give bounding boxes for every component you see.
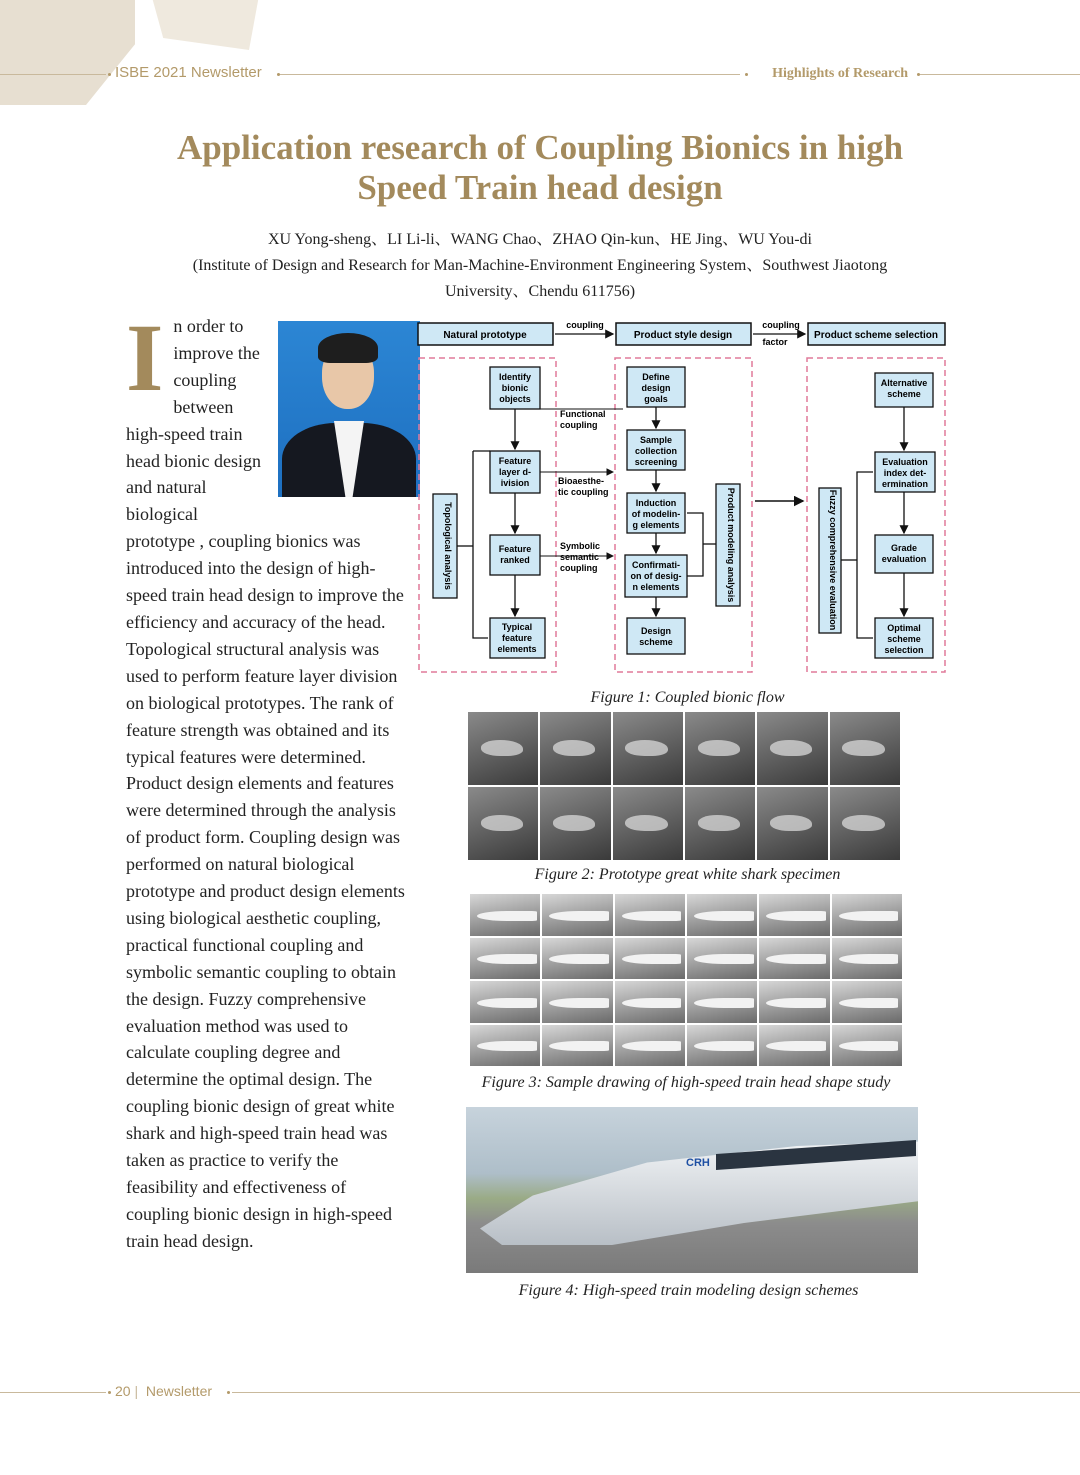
train-head-study-collage (470, 894, 902, 1066)
typical-feature-elements-node (490, 618, 545, 658)
train-sketch (759, 981, 829, 1023)
feature-layer-division-node (490, 451, 540, 493)
shark-photo (468, 712, 538, 785)
train-sketch (542, 894, 612, 936)
svg-text:Induction: Induction (635, 498, 677, 508)
footer-rule (232, 1392, 1080, 1393)
header-dot (277, 73, 280, 76)
shark-photo (830, 787, 900, 860)
svg-text:scheme: scheme (887, 634, 921, 644)
svg-text:design: design (641, 383, 671, 393)
train-sketch (759, 1025, 829, 1067)
symbolic-semantic-label-3: coupling (560, 563, 598, 573)
footer-dot (108, 1391, 111, 1394)
bioaesthetic-coupling-label-2: tic coupling (558, 487, 609, 497)
figure-3-caption: Figure 3: Sample drawing of high-speed train head shape study (481, 1074, 891, 1091)
svg-text:collection: collection (634, 446, 678, 456)
grade-evaluation-node (875, 535, 933, 573)
train-sketch (615, 981, 685, 1023)
drop-cap: I (126, 304, 164, 411)
svg-text:on of desig-: on of desig- (630, 571, 682, 581)
svg-text:Sample: Sample (639, 435, 673, 445)
header-rule-right (920, 74, 1080, 75)
shark-photo (757, 787, 827, 860)
sample-collection-screening-node (627, 430, 685, 470)
coupling-factor-label-2: factor (762, 337, 788, 347)
svg-text:Identify: Identify (498, 372, 532, 382)
train-sketch (470, 1025, 540, 1067)
svg-text:bionic: bionic (501, 383, 529, 393)
shark-photo (468, 787, 538, 860)
footer-label: Newsletter (145, 1383, 213, 1399)
header-dot (108, 73, 111, 76)
svg-text:Define: Define (642, 372, 670, 382)
svg-text:ivision: ivision (500, 478, 530, 488)
fuzzy-evaluation-label: Fuzzy comprehensive evaluation (828, 489, 838, 631)
svg-text:Confirmati-: Confirmati- (632, 560, 680, 570)
product-scheme-selection-label: Product scheme selection (814, 330, 938, 341)
coupling-label: coupling (566, 320, 604, 330)
symbolic-semantic-label-2: semantic (560, 552, 600, 562)
train-sketch (687, 981, 757, 1023)
train-sketch (759, 938, 829, 980)
train-sketch (832, 938, 902, 980)
footer: 20 | Newsletter (115, 1383, 213, 1399)
train-sketch (615, 938, 685, 980)
author-photo (278, 321, 420, 497)
svg-text:layer d-: layer d- (498, 467, 532, 477)
corner-decoration-small (150, 0, 260, 50)
author-block (170, 227, 910, 305)
page-number: 20 (115, 1383, 131, 1399)
train-sketch (542, 938, 612, 980)
connector (473, 451, 488, 638)
shark-photo (830, 712, 900, 785)
shark-photo (613, 787, 683, 860)
coupled-bionic-flow-diagram (415, 316, 950, 676)
connector (857, 472, 873, 638)
train-sketch (832, 981, 902, 1023)
affiliation: (Institute of Design and Research for Man-Machine-Environment Engineering System、Southwest Jiaotong University、Chendu 611756) (192, 257, 888, 300)
header-dot (917, 73, 920, 76)
article-title: Application research of Coupling Bionics in high Speed Train head design (176, 128, 904, 207)
svg-text:Alternative: Alternative (880, 378, 928, 388)
section-title: Highlights of Research (772, 66, 908, 81)
bioaesthetic-coupling-label: Bioaesthe- (558, 476, 605, 486)
shark-specimen-collage (468, 712, 900, 860)
figure-2-caption: Figure 2: Prototype great white shark specimen (534, 866, 841, 883)
svg-text:n elements: n elements (632, 582, 680, 592)
functional-coupling-label: Functional (560, 409, 606, 419)
svg-text:scheme: scheme (887, 389, 921, 399)
svg-text:screening: screening (634, 457, 678, 467)
svg-text:Evaluation: Evaluation (882, 457, 928, 467)
header-rule-left (0, 74, 106, 75)
topological-analysis-label: Topological analysis (443, 502, 453, 590)
train-sketch (470, 981, 540, 1023)
svg-text:goals: goals (644, 394, 668, 404)
shark-photo (540, 787, 610, 860)
svg-text:feature: feature (501, 633, 533, 643)
abstract-text: n order to improve the coupling between high-speed train head bionic design and natural biological prototype , coupling bionics was introduced into the design of high-speed train head design to improve the efficiency and accuracy of the head. Topological structural analysis was used to perform feature layer division on biological prototypes. The rank of feature strength was obtained and its typical features were determined. Product design elements and features were determined through the analysis of product form. Coupling design was performed on natural biological prototype and product design elements using biological aesthetic coupling, practical functional coupling and symbolic semantic coupling to obtain the design. Fuzzy comprehensive evaluation method was used to calculate coupling degree and determine the optimal design. The coupling bionic design of great white shark and high-speed train head was taken as practice to verify the feasibility and effectiveness of coupling bionic design in high-speed train head design. (126, 316, 405, 1251)
svg-text:ranked: ranked (500, 555, 530, 565)
svg-text:ermination: ermination (881, 479, 929, 489)
svg-text:objects: objects (499, 394, 531, 404)
svg-text:g elements: g elements (632, 520, 680, 530)
article-body (126, 304, 412, 1255)
train-sketch (470, 894, 540, 936)
authors: XU Yong-sheng、LI Li-li、WANG Chao、ZHAO Qin-kun、HE Jing、WU You-di (268, 231, 812, 248)
train-sketch (832, 894, 902, 936)
svg-text:index det-: index det- (883, 468, 927, 478)
train-sketch (759, 894, 829, 936)
product-style-design-label: Product style design (633, 330, 733, 341)
footer-rule-left (0, 1392, 106, 1393)
figure-1-caption: Figure 1: Coupled bionic flow (590, 689, 785, 706)
alternative-scheme-node (875, 373, 933, 407)
svg-text:Optimal: Optimal (887, 623, 921, 633)
svg-text:elements: elements (497, 644, 537, 654)
svg-text:Design: Design (640, 626, 672, 636)
footer-dot (227, 1391, 230, 1394)
shark-photo (540, 712, 610, 785)
connector (687, 513, 703, 576)
symbolic-semantic-label: Symbolic (560, 541, 601, 551)
train-sketch (687, 894, 757, 936)
functional-coupling-label-2: coupling (560, 420, 598, 430)
shark-photo (757, 712, 827, 785)
header-dot (745, 73, 748, 76)
optimal-scheme-selection-node (875, 618, 933, 658)
evaluation-index-determination-node (875, 452, 935, 492)
identify-bionic-objects-node (490, 367, 540, 409)
coupling-factor-label-1: coupling (762, 320, 800, 330)
train-sketch (687, 938, 757, 980)
svg-text:Typical: Typical (501, 622, 533, 632)
shark-photo (685, 712, 755, 785)
train-sketch (615, 1025, 685, 1067)
train-sketch (832, 1025, 902, 1067)
train-sketch (615, 894, 685, 936)
svg-text:scheme: scheme (639, 637, 673, 647)
train-sketch (687, 1025, 757, 1067)
svg-text:evaluation: evaluation (881, 554, 927, 564)
svg-text:of modelin-: of modelin- (631, 509, 681, 519)
train-sketch (470, 938, 540, 980)
shark-photo (613, 712, 683, 785)
train-sketch (542, 1025, 612, 1067)
header-rule (280, 74, 740, 75)
natural-prototype-label: Natural prototype (443, 330, 527, 341)
train-sketch (542, 981, 612, 1023)
confirmation-design-elements-node (625, 555, 687, 597)
design-scheme-node (627, 618, 685, 654)
corner-decoration (0, 0, 135, 105)
crh-logo: CRH (686, 1157, 710, 1169)
define-design-goals-node (627, 367, 685, 407)
svg-text:selection: selection (884, 645, 924, 655)
train-rendering (466, 1107, 918, 1273)
feature-ranked-node (490, 535, 540, 575)
svg-text:Feature: Feature (498, 544, 532, 554)
svg-text:Feature: Feature (498, 456, 532, 466)
induction-modeling-elements-node (627, 493, 685, 533)
svg-text:Grade: Grade (890, 543, 918, 553)
newsletter-title: ISBE 2021 Newsletter (115, 64, 262, 81)
figure-4-caption: Figure 4: High-speed train modeling design schemes (518, 1282, 859, 1299)
product-modeling-analysis-label: Product modeling analysis (726, 487, 736, 603)
shark-photo (685, 787, 755, 860)
